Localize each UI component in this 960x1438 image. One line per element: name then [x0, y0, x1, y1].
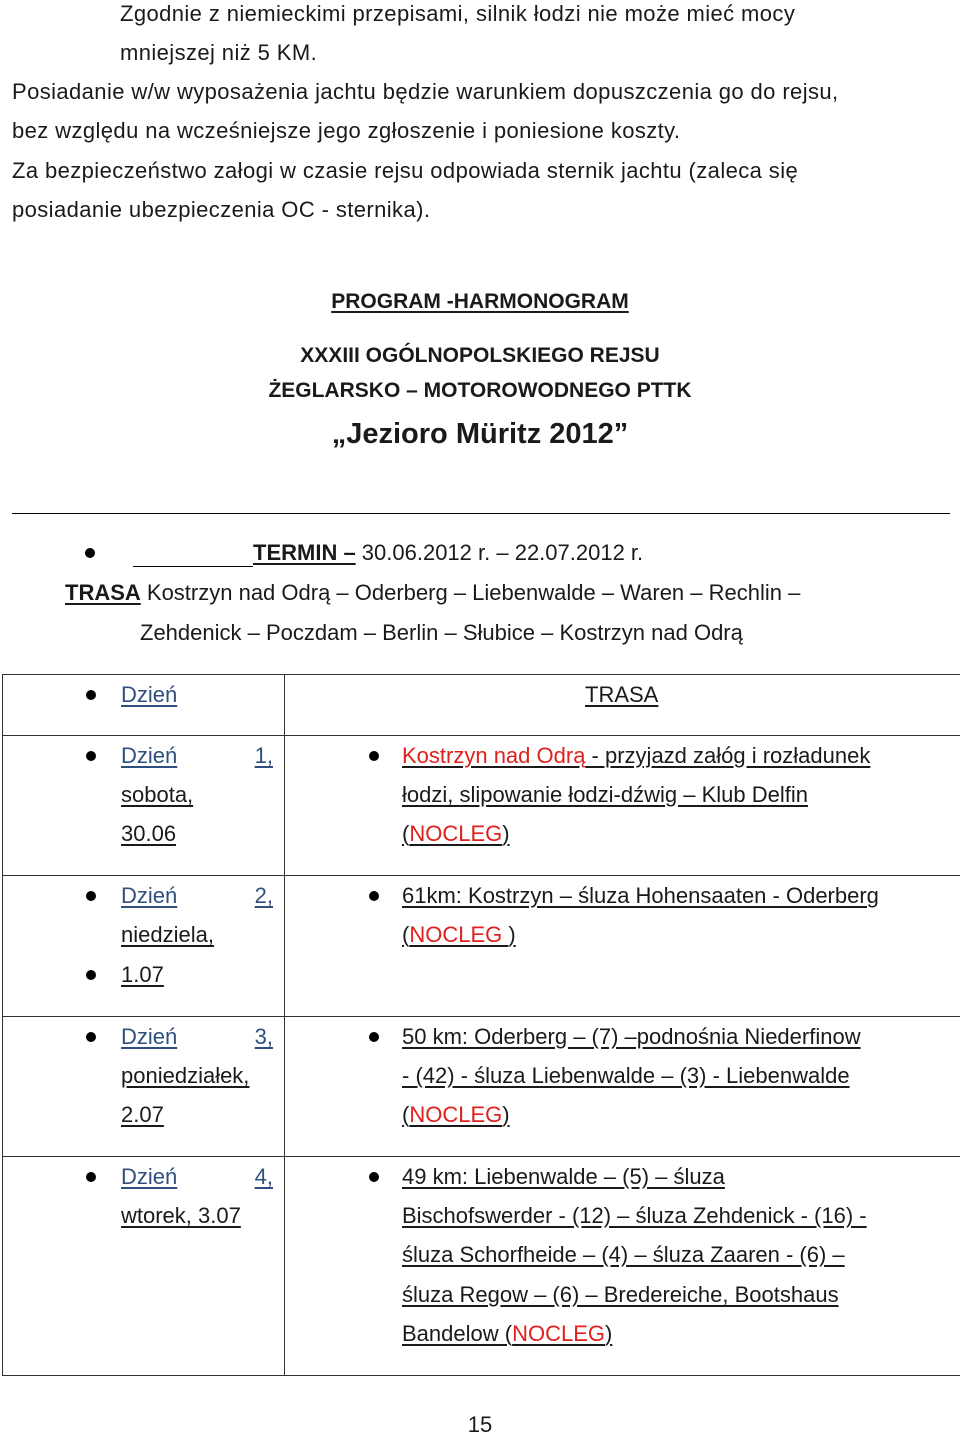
bullet-icon: [369, 1172, 379, 1182]
day-label: Dzień 2,: [121, 883, 273, 909]
route-line-3: (NOCLEG): [402, 821, 510, 847]
trasa-line-1: [65, 580, 800, 606]
day-cell: [3, 736, 285, 876]
trasa-line-2: Zehdenick – Poczdam – Berlin – Słubice – Kostrzyn nad Odrą: [140, 620, 743, 646]
day-label: Dzień 1,: [121, 743, 273, 769]
route-cell: [285, 1017, 960, 1157]
intro-line-1: Zgodnie z niemieckimi przepisami, silnik łodzi nie może mieć mocy: [120, 1, 795, 27]
route-line-3: (NOCLEG): [402, 1102, 510, 1128]
termin-line: [253, 540, 643, 566]
day-weekday: niedziela,: [121, 922, 214, 948]
route-cell: [285, 1157, 960, 1376]
intro-line-3: Posiadanie w/w wyposażenia jachtu będzie warunkiem dopuszczenia go do rejsu,: [12, 79, 839, 105]
route-line-2: łodzi, slipowanie łodzi-dźwig – Klub Delfin: [402, 782, 808, 808]
bullet-icon: [86, 970, 96, 980]
day-date: 1.07: [121, 962, 164, 988]
program-title: [0, 290, 960, 314]
route-line-4: śluza Regow – (6) – Bredereiche, Bootshaus: [402, 1282, 839, 1308]
bullet-icon: [369, 1032, 379, 1042]
intro-line-5: Za bezpieczeństwo załogi w czasie rejsu odpowiada sternik jachtu (zaleca się: [12, 158, 798, 184]
day-date: 30.06: [121, 821, 176, 847]
trasa-route-1: Kostrzyn nad Odrą – Oderberg – Liebenwalde – Waren – Rechlin –: [141, 580, 801, 605]
day-label: Dzień 3,: [121, 1024, 273, 1050]
route-line-2: Bischofswerder - (12) – śluza Zehdenick - (16) -: [402, 1203, 867, 1229]
day-cell: [3, 1157, 285, 1376]
program-title-text: PROGRAM -HARMONOGRAM: [331, 290, 628, 313]
bullet-icon: [86, 891, 96, 901]
day-cell: [3, 876, 285, 1017]
schedule-table: [2, 674, 960, 1376]
intro-line-2: mniejszej niż 5 KM.: [120, 40, 317, 66]
bullet-icon: [86, 751, 96, 761]
route-line-1: 61km: Kostrzyn – śluza Hohensaaten - Oderberg: [402, 883, 879, 909]
route-line-2: - (42) - śluza Liebenwalde – (3) - Liebenwalde: [402, 1063, 850, 1089]
cruise-title-line-1: XXXIII OGÓLNOPOLSKIEGO REJSU: [0, 344, 960, 368]
day-cell: [3, 1017, 285, 1157]
header-day-label: Dzień: [121, 682, 177, 708]
route-line-1: Kostrzyn nad Odrą - przyjazd załóg i rozładunek: [402, 743, 870, 769]
table-row: [3, 736, 960, 876]
bullet-icon: [86, 1032, 96, 1042]
day-weekday: wtorek, 3.07: [121, 1203, 241, 1229]
route-cell: [285, 876, 960, 1017]
day-date: 2.07: [121, 1102, 164, 1128]
header-day-cell: [3, 675, 285, 736]
termin-label: TERMIN –: [253, 540, 356, 565]
bullet-icon: [86, 1172, 96, 1182]
route-line-1: 49 km: Liebenwalde – (5) – śluza: [402, 1164, 725, 1190]
page-number: 15: [0, 1412, 960, 1438]
day-weekday: poniedziałek,: [121, 1063, 249, 1089]
table-header-row: [3, 675, 960, 736]
cruise-title-line-3: „Jezioro Müritz 2012”: [0, 418, 960, 451]
route-line-5: Bandelow (NOCLEG): [402, 1321, 612, 1347]
trasa-label: TRASA: [65, 580, 141, 605]
route-line-3: śluza Schorfheide – (4) – śluza Zaaren - (6) –: [402, 1242, 845, 1268]
bullet-icon: [85, 548, 95, 558]
horizontal-rule: [12, 513, 950, 514]
cruise-title-line-2: ŻEGLARSKO – MOTOROWODNEGO PTTK: [0, 379, 960, 403]
bullet-icon: [369, 751, 379, 761]
header-route-label: TRASA: [585, 682, 658, 708]
route-cell: [285, 736, 960, 876]
termin-value: 30.06.2012 r. – 22.07.2012 r.: [356, 540, 643, 565]
intro-line-6: posiadanie ubezpieczenia OC - sternika).: [12, 197, 430, 223]
table-row: [3, 1017, 960, 1157]
route-line-1: 50 km: Oderberg – (7) –podnośnia Niederfinow: [402, 1024, 861, 1050]
termin-underline: [133, 566, 253, 567]
table-row: [3, 876, 960, 1017]
route-line-2: (NOCLEG ): [402, 922, 516, 948]
bullet-icon: [369, 891, 379, 901]
intro-line-4: bez względu na wcześniejsze jego zgłoszenie i poniesione koszty.: [12, 118, 680, 144]
day-label: Dzień 4,: [121, 1164, 273, 1190]
bullet-icon: [86, 690, 96, 700]
header-route-cell: [285, 675, 960, 736]
day-weekday: sobota,: [121, 782, 193, 808]
table-row: [3, 1157, 960, 1376]
